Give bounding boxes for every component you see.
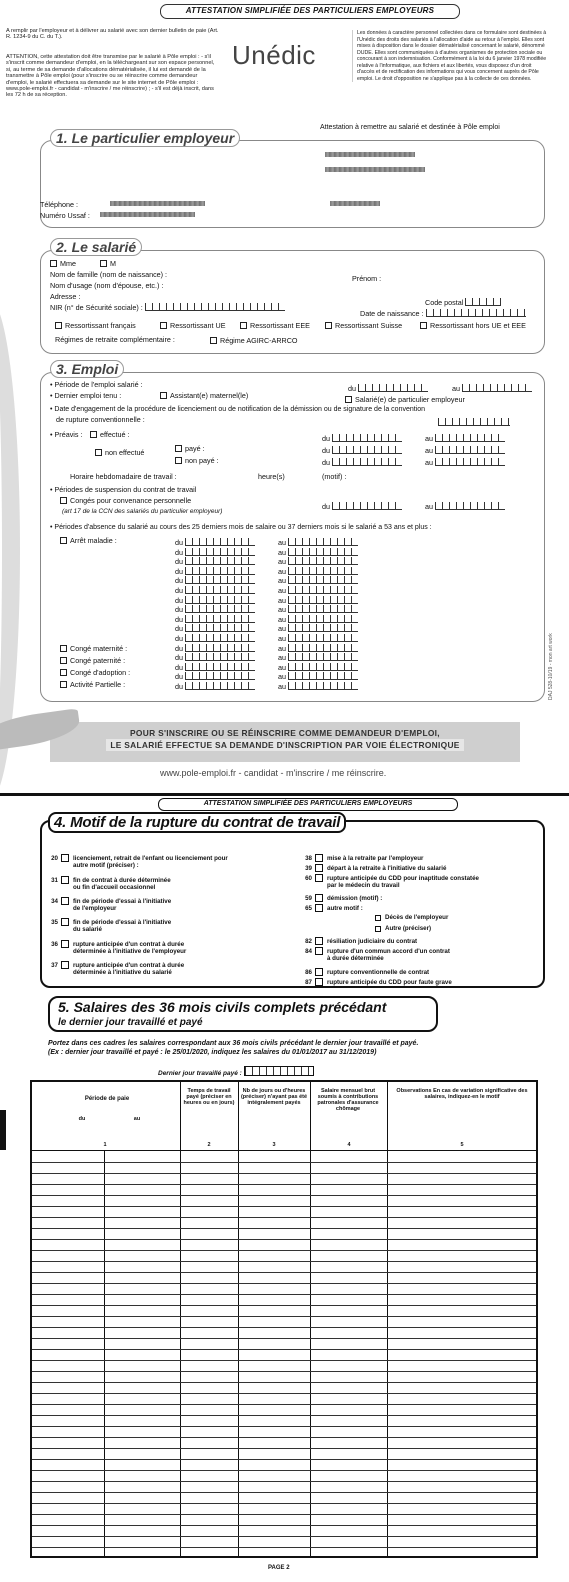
- attestation-note: Attestation à remettre au salarié et destinée à Pôle emploi: [320, 124, 500, 131]
- checkbox-ressortissant-fr[interactable]: Ressortissant français: [55, 321, 136, 330]
- telephone-label: Téléphone :: [40, 200, 78, 209]
- heures-label: heure(s): [258, 472, 285, 481]
- preavis-du-1[interactable]: du: [322, 434, 402, 443]
- th-num-3: 3: [272, 1142, 276, 1148]
- table-row: [32, 1459, 536, 1460]
- dernier-jour-field[interactable]: Dernier jour travaillé payé :: [158, 1066, 314, 1077]
- absence-au-field[interactable]: au: [278, 557, 358, 566]
- table-row: [32, 1316, 536, 1317]
- table-row: [32, 1327, 536, 1328]
- absence-du-field[interactable]: du: [175, 663, 255, 672]
- checkbox-ressortissant-eee[interactable]: Ressortissant EEE: [240, 321, 310, 330]
- checkbox-agirc[interactable]: Régime AGIRC-ARRCO: [210, 336, 297, 345]
- absence-au-field[interactable]: au: [278, 634, 358, 643]
- table-row: [32, 1217, 536, 1218]
- preavis-au-2[interactable]: au: [425, 446, 505, 455]
- motif-item-84[interactable]: 84 rupture d'un commun accord d'un contrat à durée déterminée: [305, 948, 450, 963]
- periode-du-field[interactable]: du: [348, 384, 428, 393]
- absence-au-field[interactable]: au: [278, 567, 358, 576]
- left-notice-2: ATTENTION, cette attestation doit être transmise par le salarié à Pôle emploi : - s'il s'inscrit comme demandeur d'emploi, en la téléchargeant sur son espace personnel, si, au terme de sa demande d'allocations dématérialisée, il lui est demandé de la transmettre à Pôle emploi (pour s'inscrire ou se réinscrire comme demandeur d'emploi, le salarié effectuera sa demande sur le site internet de Pôle emploi : www.pole-emploi.fr - candidat - m'inscrire / me réinscrire) ; - s'il est déjà inscrit, dans les 72 h de sa réception.: [6, 54, 215, 99]
- checkbox-conge-adop[interactable]: Congé d'adoption :: [60, 668, 130, 677]
- section-5-intro-2: (Ex : dernier jour travaillé et payé : le 25/01/2020, indiquez les salaires du 01/01/2017 au 31/12/2019): [48, 1049, 377, 1056]
- checkbox-conge-mat[interactable]: Congé maternité :: [60, 644, 127, 653]
- motif-item-36[interactable]: 36 rupture anticipée d'un contrat à durée déterminée à l'initiative de l'employeur: [51, 941, 187, 956]
- section-5-intro-1: Portez dans ces cadres les salaires correspondant aux 36 mois civils précédant le dernier jour travaillé et payé.: [48, 1040, 419, 1047]
- checkbox-arret[interactable]: Arrêt maladie :: [60, 536, 117, 545]
- section-2-title: 2. Le salarié: [50, 238, 142, 256]
- motif-item-59[interactable]: 59 démission (motif) :: [305, 895, 383, 902]
- absence-du-field[interactable]: du: [175, 557, 255, 566]
- table-row: [32, 1261, 536, 1262]
- absence-au-field[interactable]: au: [278, 624, 358, 633]
- table-row: [32, 1437, 536, 1438]
- date-engagement-label: • Date d'engagement de la procédure de licenciement ou de notification de la démission ou de signature de la convention: [50, 406, 426, 413]
- table-row: [32, 1250, 536, 1251]
- table-row: [32, 1547, 536, 1548]
- table-row: [32, 1228, 536, 1229]
- absence-au-field[interactable]: au: [278, 596, 358, 605]
- redacted-postcode-city: [330, 201, 380, 206]
- section-1-title: 1. Le particulier employeur: [50, 129, 240, 147]
- absence-du-field[interactable]: du: [175, 605, 255, 614]
- table-row: [32, 1470, 536, 1471]
- ccn-note: (art 17 de la CCN des salariés du particulier employeur): [62, 508, 223, 515]
- preavis-au-3[interactable]: au: [425, 458, 505, 467]
- checkbox-mme[interactable]: Mme: [50, 259, 76, 268]
- absence-au-field[interactable]: au: [278, 663, 358, 672]
- table-row: [32, 1503, 536, 1504]
- checkbox-non-effectue[interactable]: non effectué: [95, 448, 144, 457]
- th-salaire: Salaire mensuel brut soumis à contributions patronales d'assurance chômage: [317, 1088, 379, 1112]
- adresse-label: Adresse :: [50, 292, 81, 301]
- preavis-au-1[interactable]: au: [425, 434, 505, 443]
- inscription-banner: [50, 722, 520, 762]
- table-row: [32, 1382, 536, 1383]
- redacted-telephone: [110, 201, 205, 206]
- page-2-header: ATTESTATION SIMPLIFIÉE DES PARTICULIERS EMPLOYEURS: [158, 798, 458, 811]
- absence-label: • Périodes d'absence du salarié au cours des 25 derniers mois de salaire ou 37 derniers mois si le salarié a 53 ans et plus :: [50, 524, 432, 531]
- checkbox-activite-partielle[interactable]: Activité Partielle :: [60, 680, 125, 689]
- th-periode: Période de paie: [84, 1096, 130, 1102]
- salary-table: [30, 1080, 538, 1558]
- checkbox-conge-pat[interactable]: Congé paternité :: [60, 656, 125, 665]
- periode-label: • Période de l'emploi salarié :: [50, 380, 143, 389]
- table-row: [32, 1448, 536, 1449]
- table-row: [32, 1239, 536, 1240]
- left-notice-1: A remplir par l'employeur et à délivrer au salarié avec son dernier bulletin de paie (Art. R. 1234-9 du C. du T.).: [6, 28, 219, 41]
- form-header-title: ATTESTATION SIMPLIFIÉE DES PARTICULIERS EMPLOYEURS: [160, 4, 460, 19]
- nom-famille-label: Nom de famille (nom de naissance) :: [50, 270, 168, 279]
- checkbox-ressortissant-hors[interactable]: Ressortissant hors UE et EEE: [420, 321, 526, 330]
- checkbox-paye[interactable]: payé :: [175, 444, 205, 453]
- motif-item-65[interactable]: 65 autre motif :: [305, 905, 363, 912]
- binding-mark: [0, 1110, 6, 1150]
- th-num-5: 5: [460, 1142, 464, 1148]
- motif-item-31[interactable]: 31 fin de contrat à durée déterminée ou fin d'accueil occasionnel: [51, 877, 171, 892]
- suspension-label: • Périodes de suspension du contrat de travail: [50, 485, 197, 494]
- absence-du-field[interactable]: du: [175, 634, 255, 643]
- absence-du-field[interactable]: du: [175, 538, 255, 547]
- absence-du-field[interactable]: du: [175, 653, 255, 662]
- table-row: [32, 1206, 536, 1207]
- table-row: [32, 1371, 536, 1372]
- motif-item-34[interactable]: 34 fin de période d'essai à l'initiative de l'employeur: [51, 898, 172, 913]
- table-row: [32, 1162, 536, 1163]
- th-au: au: [133, 1116, 141, 1122]
- table-row: [32, 1426, 536, 1427]
- motif-label: (motif) :: [322, 472, 347, 481]
- table-row: [32, 1338, 536, 1339]
- checkbox-non-paye[interactable]: non payé :: [175, 456, 219, 465]
- absence-du-field[interactable]: du: [175, 644, 255, 653]
- absence-au-field[interactable]: au: [278, 653, 358, 662]
- absence-du-field[interactable]: du: [175, 682, 255, 691]
- table-row: [32, 1195, 536, 1196]
- preavis-du-2[interactable]: du: [322, 446, 402, 455]
- table-row: [32, 1393, 536, 1394]
- absence-au-field[interactable]: au: [278, 548, 358, 557]
- banner-line-1: POUR S'INSCRIRE OU SE RÉINSCRIRE COMME DEMANDEUR D'EMPLOI,: [130, 728, 440, 738]
- checkbox-ressortissant-ue[interactable]: Ressortissant UE: [160, 321, 226, 330]
- periode-au-field[interactable]: au: [452, 384, 532, 393]
- rupture-conv-label: de rupture conventionnelle :: [56, 415, 145, 424]
- table-row: [32, 1514, 536, 1515]
- date-naissance-field[interactable]: Date de naissance :: [360, 309, 526, 318]
- redacted-ursaff: [100, 212, 195, 217]
- motif-item-37[interactable]: 37 rupture anticipée d'un contrat à durée déterminée à l'initiative du salarié: [51, 962, 185, 977]
- th-obs: Observations En cas de variation significative des salaires, indiquez-en le motif: [396, 1088, 528, 1100]
- section-5-subtitle: le dernier jour travaillé et payé: [58, 1017, 203, 1028]
- table-row: [32, 1305, 536, 1306]
- motif-item-35[interactable]: 35 fin de période d'essai à l'initiative du salarié: [51, 919, 172, 934]
- absence-du-field[interactable]: du: [175, 624, 255, 633]
- table-row: [32, 1283, 536, 1284]
- redacted-employer-address: [325, 167, 425, 172]
- preavis-du-3[interactable]: du: [322, 458, 402, 467]
- table-row: [32, 1294, 536, 1295]
- side-code: DAJ 528-10/19 - mon art work: [548, 633, 554, 700]
- ursaff-label: Numéro Ussaf :: [40, 211, 90, 220]
- table-row: [32, 1349, 536, 1350]
- conges-du[interactable]: du: [322, 502, 402, 511]
- dernier-emploi-label: • Dernier emploi tenu :: [50, 391, 122, 400]
- checkbox-salarie-pe[interactable]: Salarié(e) de particulier employeur: [345, 395, 465, 404]
- redacted-employer-name: [325, 152, 415, 157]
- absence-du-field[interactable]: du: [175, 586, 255, 595]
- motif-item-82[interactable]: 82 résiliation judiciaire du contrat: [305, 938, 418, 945]
- checkbox-effectue[interactable]: effectué :: [90, 430, 129, 439]
- th-num-1: 1: [103, 1142, 107, 1148]
- th-temps: Temps de travail payé (préciser en heures ou en jours): [183, 1088, 235, 1106]
- absence-du-field[interactable]: du: [175, 576, 255, 585]
- absence-au-field[interactable]: au: [278, 672, 358, 681]
- table-row: [32, 1536, 536, 1537]
- table-row: [32, 1492, 536, 1493]
- privacy-notice: Les données à caractère personnel collectées dans ce formulaire sont destinées à l'Unédic des droits des salariés à l'allocation d'aide au retour à l'emploi. Elles sont mises à disposition dans le dossier dématérialisé concernant le salarié, dénommé DUDE. Elles sont communiquées à d'autres organismes de protection sociale ou concourant à son indemnisation. Conformément à la loi du 6 janvier 1978 modifiée relative à l'informatique, aux fichiers et aux libertés, vous disposez d'un droit d'accès et de rectification des informations qui vous concernent auprès de Pôle emploi. Le droit d'opposition ne s'applique pas à la collecte de ces données.: [352, 30, 550, 82]
- motif-item-60[interactable]: 60 rupture anticipée du CDD pour inaptitude constatée par le médecin du travail: [305, 875, 479, 890]
- table-row: [32, 1525, 536, 1526]
- absence-du-field[interactable]: du: [175, 596, 255, 605]
- retraite-label: Régimes de retraite complémentaire :: [55, 335, 175, 344]
- section-3-title: 3. Emploi: [50, 360, 124, 378]
- table-row: [32, 1404, 536, 1405]
- nir-field[interactable]: NIR (n° de Sécurité sociale) :: [50, 303, 285, 312]
- checkbox-conges[interactable]: Congés pour convenance personnelle: [60, 496, 191, 505]
- checkbox-m[interactable]: M: [100, 259, 116, 268]
- horaire-label: Horaire hebdomadaire de travail :: [70, 472, 177, 481]
- motif-item-20[interactable]: 20 licenciement, retrait de l'enfant ou licenciement pour autre motif (préciser) :: [51, 855, 228, 870]
- table-row: [32, 1415, 536, 1416]
- prenom-label: Prénom :: [352, 274, 382, 283]
- checkbox-assistant[interactable]: Assistant(e) maternel(le): [160, 391, 248, 400]
- section-5-title: 5. Salaires des 36 mois civils complets précédant: [58, 999, 387, 1015]
- table-row: [32, 1272, 536, 1273]
- absence-au-field[interactable]: au: [278, 615, 358, 624]
- absence-du-field[interactable]: du: [175, 672, 255, 681]
- motif-item-38[interactable]: 38 mise à la retraite par l'employeur: [305, 855, 424, 862]
- th-num-2: 2: [207, 1142, 211, 1148]
- section-5-title-box: [48, 996, 438, 1032]
- date-engagement-field[interactable]: [438, 418, 510, 427]
- th-du: du: [78, 1116, 86, 1122]
- checkbox-deces[interactable]: Décès de l'employeur: [375, 914, 448, 921]
- th-nb: Nb de jours ou d'heures (préciser) n'ayant pas été intégralement payés: [240, 1088, 308, 1106]
- absence-au-field[interactable]: au: [278, 682, 358, 691]
- pole-emploi-url[interactable]: www.pole-emploi.fr - candidat - m'inscrire / me réinscrire.: [160, 768, 387, 778]
- preavis-label: • Préavis :: [50, 430, 83, 439]
- nom-usage-label: Nom d'usage (nom d'épouse, etc.) :: [50, 281, 164, 290]
- section-4-title: 4. Motif de la rupture du contrat de travail: [48, 812, 346, 833]
- motif-item-87[interactable]: 87 rupture anticipée du CDD pour faute grave: [305, 979, 452, 986]
- conges-au[interactable]: au: [425, 502, 505, 511]
- table-row: [32, 1481, 536, 1482]
- absence-au-field[interactable]: au: [278, 586, 358, 595]
- checkbox-ressortissant-suisse[interactable]: Ressortissant Suisse: [325, 321, 402, 330]
- motif-item-86[interactable]: 86 rupture conventionnelle de contrat: [305, 969, 430, 976]
- absence-du-field[interactable]: du: [175, 567, 255, 576]
- motif-item-39[interactable]: 39 départ à la retraite à l'initiative du salarié: [305, 865, 447, 872]
- absence-au-field[interactable]: au: [278, 576, 358, 585]
- page-separator: [0, 793, 569, 796]
- absence-au-field[interactable]: au: [278, 538, 358, 547]
- th-num-4: 4: [347, 1142, 351, 1148]
- table-row: [32, 1360, 536, 1361]
- banner-line-2: LE SALARIÉ EFFECTUE SA DEMANDE D'INSCRIPTION PAR VOIE ÉLECTRONIQUE: [106, 739, 463, 751]
- unedic-logo: Unédic: [232, 40, 316, 70]
- absence-au-field[interactable]: au: [278, 644, 358, 653]
- absence-du-field[interactable]: du: [175, 548, 255, 557]
- page-number: PAGE 2: [268, 1565, 290, 1571]
- table-row: [32, 1184, 536, 1185]
- absence-au-field[interactable]: au: [278, 605, 358, 614]
- absence-du-field[interactable]: du: [175, 615, 255, 624]
- code-postal-field[interactable]: Code postal: [425, 298, 501, 307]
- checkbox-autre-preciser[interactable]: Autre (préciser): [375, 925, 431, 932]
- table-row: [32, 1173, 536, 1174]
